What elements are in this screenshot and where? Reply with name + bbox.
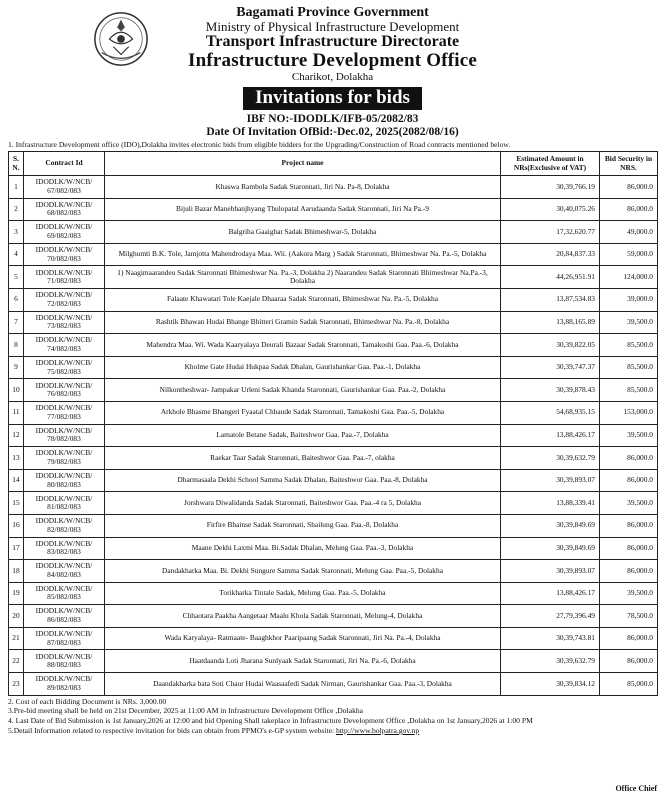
- directorate-name: Transport Infrastructure Directorate: [205, 33, 460, 50]
- cell-bid-security: 86,000.0: [600, 560, 658, 583]
- table-row: [9, 514, 658, 537]
- cell-contract-id: IDODLK/W/NCB/ 79/082/083: [24, 447, 105, 470]
- table-row: [9, 356, 658, 379]
- cell-bid-security: 86,000.0: [600, 650, 658, 673]
- cell-bid-security: 86,000.0: [600, 176, 658, 199]
- cell-sn: 8: [9, 334, 24, 357]
- table-row: [9, 266, 658, 289]
- cell-bid-security: 85,500.0: [600, 356, 658, 379]
- cell-contract-id: IDODLK/W/NCB/ 75/082/083: [24, 356, 105, 379]
- cell-estimated-amount: 30,39,849.69: [501, 537, 600, 560]
- cell-contract-id: IDODLK/W/NCB/ 85/082/083: [24, 582, 105, 605]
- cell-sn: 7: [9, 311, 24, 334]
- table-row: [9, 379, 658, 402]
- cell-project-name: Nilkontheshwar- Jampakar Urleni Sadak Khanda Staronnati, Gaurishankar Gaa. Paa.-2, Dolakha: [105, 379, 501, 402]
- cell-contract-id: IDODLK/W/NCB/ 81/082/083: [24, 492, 105, 515]
- cell-contract-id: IDODLK/W/NCB/ 72/082/083: [24, 288, 105, 311]
- cell-project-name: Lamatole Betane Sadak, Baiteshwor Gaa. Paa.-7, Dolakha: [105, 424, 501, 447]
- cell-sn: 6: [9, 288, 24, 311]
- egp-website-link[interactable]: http://www.bolpatra.gov.np: [335, 726, 420, 736]
- cell-contract-id: IDODLK/W/NCB/ 89/082/083: [24, 673, 105, 696]
- table-body: [9, 176, 658, 696]
- cell-contract-id: IDODLK/W/NCB/ 73/082/083: [24, 311, 105, 334]
- table-row: [9, 447, 658, 470]
- cell-bid-security: 86,000.0: [600, 514, 658, 537]
- cell-project-name: Haatdaanda Loti Jharana Sunlyaak Sadak Staronnati, Jiri Na. Pa.-6, Dolakha: [105, 650, 501, 673]
- cell-contract-id: IDODLK/W/NCB/ 69/082/083: [24, 221, 105, 244]
- cell-contract-id: IDODLK/W/NCB/ 86/082/083: [24, 605, 105, 628]
- table-row: [9, 198, 658, 221]
- table-row: [9, 560, 658, 583]
- cell-bid-security: 86,000.0: [600, 447, 658, 470]
- cell-estimated-amount: 27,79,396.49: [501, 605, 600, 628]
- cell-bid-security: 85,000.0: [600, 673, 658, 696]
- table-row: [9, 605, 658, 628]
- cell-bid-security: 49,000.0: [600, 221, 658, 244]
- cell-project-name: Mahendra Maa. Wi. Wada Kaaryalaya Deurali Bazaar Sadak Staronnati, Tamakoshi Gaa. Paa.-6, Dolakha: [105, 334, 501, 357]
- note-detail-info: [8, 726, 657, 736]
- cell-contract-id: IDODLK/W/NCB/ 88/082/083: [24, 650, 105, 673]
- cell-contract-id: IDODLK/W/NCB/ 77/082/083: [24, 401, 105, 424]
- cell-project-name: Balgriha Gaaighat Sadak Bhimeshwar-5, Dolakha: [105, 221, 501, 244]
- cell-project-name: Chhaotara Paakha Aangetaar Maalu Khola Sadak Staronnati, Melung-4, Dolakha: [105, 605, 501, 628]
- cell-sn: 21: [9, 627, 24, 650]
- cell-bid-security: 86,000.0: [600, 198, 658, 221]
- bids-table: [8, 151, 658, 696]
- cell-estimated-amount: 13,88,339.41: [501, 492, 600, 515]
- cell-contract-id: IDODLK/W/NCB/ 84/082/083: [24, 560, 105, 583]
- note-detail-text: 5.Detail Information related to respective invitation for bids can obtain from PPMO's e-GP system website:: [8, 726, 336, 736]
- cell-contract-id: IDODLK/W/NCB/ 74/082/083: [24, 334, 105, 357]
- cell-sn: 19: [9, 582, 24, 605]
- cell-sn: 23: [9, 673, 24, 696]
- cell-contract-id: IDODLK/W/NCB/ 80/082/083: [24, 469, 105, 492]
- cell-sn: 12: [9, 424, 24, 447]
- cell-estimated-amount: 30,39,834.12: [501, 673, 600, 696]
- cell-estimated-amount: 17,32,620.77: [501, 221, 600, 244]
- cell-contract-id: IDODLK/W/NCB/ 82/082/083: [24, 514, 105, 537]
- cell-sn: 1: [9, 176, 24, 199]
- intro-paragraph: 1. Infrastructure Development office (IDO),Dolakha invites electronic bids from eligible bidders for the Upgrading/Construction of Road contracts mentioned below.: [8, 140, 511, 149]
- ministry-name: Ministry of Physical Infrastructure Development: [205, 19, 460, 34]
- table-row: [9, 650, 658, 673]
- cell-sn: 16: [9, 514, 24, 537]
- signature-title: Office Chief: [615, 784, 657, 793]
- cell-project-name: Jorshwara Diwalidanda Sadak Staronnati, Baiteshwor Gaa. Paa.-4 ra 5, Dolakha: [105, 492, 501, 515]
- cell-project-name: Bijuli Bazar Manebhanjhyang Thulopatal Aarudaanda Sadak Staronnati, Jiri Na Pa.-9: [105, 198, 501, 221]
- cell-estimated-amount: 30,39,632.79: [501, 447, 600, 470]
- table-row: [9, 492, 658, 515]
- cell-estimated-amount: 30,39,849.69: [501, 514, 600, 537]
- cell-contract-id: IDODLK/W/NCB/ 68/082/083: [24, 198, 105, 221]
- cell-sn: 18: [9, 560, 24, 583]
- cell-estimated-amount: 13,88,165.89: [501, 311, 600, 334]
- cell-bid-security: 39,000.0: [600, 288, 658, 311]
- cell-estimated-amount: 30,39,766.19: [501, 176, 600, 199]
- cell-estimated-amount: 44,26,951.91: [501, 266, 600, 289]
- cell-bid-security: 39,500.0: [600, 311, 658, 334]
- cell-sn: 9: [9, 356, 24, 379]
- table-header-row: [9, 152, 658, 176]
- table-row: [9, 424, 658, 447]
- table-row: [9, 401, 658, 424]
- cell-sn: 17: [9, 537, 24, 560]
- cell-estimated-amount: 30,39,743.81: [501, 627, 600, 650]
- cell-sn: 22: [9, 650, 24, 673]
- cell-project-name: Firfire Bhainse Sadak Staronnati, Shailung Gaa. Paa.-8, Dolakha: [105, 514, 501, 537]
- table-row: [9, 176, 658, 199]
- cell-estimated-amount: 13,88,426.17: [501, 424, 600, 447]
- table-row: [9, 537, 658, 560]
- office-name: Infrastructure Development Office: [187, 50, 478, 71]
- cell-project-name: 1) Naagimaarandeu Sadak Staronnati Bhimeshwar Na. Pa.-3, Dolakha 2) Naarandeu Sadak Staronnati Bhimeshwar Na.Pa.-3, Dolakha: [105, 266, 501, 289]
- table-row: [9, 627, 658, 650]
- cell-sn: 20: [9, 605, 24, 628]
- cell-sn: 4: [9, 243, 24, 266]
- cell-project-name: Torikharka Tintale Sadak, Melung Gaa. Paa.-5, Dolakha: [105, 582, 501, 605]
- cell-sn: 5: [9, 266, 24, 289]
- table-row: [9, 673, 658, 696]
- header-bid-security: Bid Security in NRS.: [600, 152, 658, 176]
- table-row: [9, 243, 658, 266]
- cell-estimated-amount: 30,39,632.79: [501, 650, 600, 673]
- cell-project-name: Khaswa Rambola Sadak Staronnati, Jiri Na. Pa-8, Dolakha: [105, 176, 501, 199]
- cell-project-name: Rashtik Bhawan Hudai Bhange Bhitteri Gramin Sadak Staronnati, Bhimeshwar Na. Pa.-8, Dolakha: [105, 311, 501, 334]
- cell-sn: 10: [9, 379, 24, 402]
- cell-bid-security: 39,500.0: [600, 582, 658, 605]
- note-document-cost: 2. Cost of each Bidding Document is NRs. 3,000.00: [8, 696, 167, 706]
- cell-contract-id: IDODLK/W/NCB/ 87/082/083: [24, 627, 105, 650]
- page-title: Invitations for bids: [243, 87, 422, 110]
- cell-bid-security: 39,500.0: [600, 424, 658, 447]
- cell-bid-security: 86,000.0: [600, 469, 658, 492]
- cell-project-name: Arkhole Bhasme Bhangeri Fyaatal Chhaude Sadak Staronnati, Tamakoshi Gaa. Paa.-5, Dolakha: [105, 401, 501, 424]
- cell-sn: 2: [9, 198, 24, 221]
- cell-sn: 15: [9, 492, 24, 515]
- table-row: [9, 334, 658, 357]
- cell-bid-security: 124,000.0: [600, 266, 658, 289]
- cell-project-name: Dandakharka Maa. Bi. Dekhi Sungure Samma Sadak Staronnati, Melung Gaa. Paa.-5, Dolakha: [105, 560, 501, 583]
- cell-bid-security: 85,500.0: [600, 379, 658, 402]
- province-name: Bagamati Province Government: [236, 5, 429, 20]
- header-contract-id: Contract Id: [24, 152, 105, 176]
- cell-project-name: Milghumti B.K. Tole, Jamjotta Mahendrodaya Maa. Wii. (Aakora Marg ) Sadak Staronnati, Bhimeshwar Na. Pa.-5, Dolakha: [105, 243, 501, 266]
- header-project-name: Project name: [105, 152, 501, 176]
- cell-contract-id: IDODLK/W/NCB/ 71/082/083: [24, 266, 105, 289]
- cell-contract-id: IDODLK/W/NCB/ 78/082/083: [24, 424, 105, 447]
- cell-bid-security: 86,000.0: [600, 537, 658, 560]
- cell-estimated-amount: 30,39,893.07: [501, 469, 600, 492]
- office-location: Charikot, Dolakha: [291, 71, 374, 83]
- ifb-number: IBF NO:-IDODLK/IFB-05/2082/83: [246, 113, 419, 125]
- cell-estimated-amount: 13,87,534.83: [501, 288, 600, 311]
- cell-estimated-amount: 30,39,893.07: [501, 560, 600, 583]
- table-row: [9, 288, 658, 311]
- table-row: [9, 221, 658, 244]
- nepal-emblem-icon: [92, 10, 150, 68]
- note-submission-date: 4. Last Date of Bid Submission is 1st January,2026 at 12:00 and bid Opening Shall takeplace in Infrastructure Development Office ,Dolakha on 1st January,2026 at 1:00 PM: [8, 716, 533, 726]
- notes-section: [8, 697, 657, 736]
- invitation-date: Date Of Invitation OfBid:-Dec.02, 2025(2082/08/16): [206, 126, 459, 138]
- table-row: [9, 311, 658, 334]
- cell-estimated-amount: 30,39,747.37: [501, 356, 600, 379]
- cell-bid-security: 85,500.0: [600, 334, 658, 357]
- table-row: [9, 582, 658, 605]
- cell-project-name: Kholme Gate Hudai Hukpaa Sadak Dhalan, Gaurishankar Gaa. Paa.-1, Dolakha: [105, 356, 501, 379]
- cell-project-name: Maane Dekhi Laxmi Maa. Bi.Sadak Dhalan, Melung Gaa. Paa.-3, Dolakha: [105, 537, 501, 560]
- cell-bid-security: 86,000.0: [600, 627, 658, 650]
- cell-bid-security: 59,000.0: [600, 243, 658, 266]
- cell-sn: 13: [9, 447, 24, 470]
- cell-bid-security: 78,500.0: [600, 605, 658, 628]
- cell-contract-id: IDODLK/W/NCB/ 70/082/083: [24, 243, 105, 266]
- cell-sn: 3: [9, 221, 24, 244]
- note-prebid-meeting: 3.Pre-bid meeting shall be held on 21st December, 2025 at 11:00 AM in Infrastructure Development Office ,Dolakha: [8, 706, 364, 716]
- cell-estimated-amount: 30,39,878.43: [501, 379, 600, 402]
- cell-bid-security: 39,500.0: [600, 492, 658, 515]
- cell-sn: 14: [9, 469, 24, 492]
- cell-contract-id: IDODLK/W/NCB/ 67/082/083: [24, 176, 105, 199]
- cell-contract-id: IDODLK/W/NCB/ 83/082/083: [24, 537, 105, 560]
- cell-estimated-amount: 30,39,822.05: [501, 334, 600, 357]
- cell-estimated-amount: 54,68,935.15: [501, 401, 600, 424]
- header-sn: S. N.: [9, 152, 24, 176]
- cell-estimated-amount: 20,84,837.33: [501, 243, 600, 266]
- cell-project-name: Falaate Khawatari Tole Kaejale Dhaaraa Sadak Staronnati, Bhimeshwar Na. Pa.-5, Dolakha: [105, 288, 501, 311]
- cell-bid-security: 153,000.0: [600, 401, 658, 424]
- cell-estimated-amount: 13,88,426.17: [501, 582, 600, 605]
- cell-project-name: Daandakharka bata Soti Chaur Hudai Waasaafedi Sadak Nirman, Gaurishankar Gaa. Paa.-3, Dolakha: [105, 673, 501, 696]
- cell-contract-id: IDODLK/W/NCB/ 76/082/083: [24, 379, 105, 402]
- cell-estimated-amount: 30,40,075.26: [501, 198, 600, 221]
- cell-sn: 11: [9, 401, 24, 424]
- cell-project-name: Dharmasaala Dekhi School Samma Sadak Dhalan, Baiteshwor Gaa. Paa.-8, Dolakha: [105, 469, 501, 492]
- table-row: [9, 469, 658, 492]
- cell-project-name: Wada Karyalaya- Ratmaate- Baaghkhor Paaripaang Sadak Staronnati, Jiri Na. Pa.-4, Dolakha: [105, 627, 501, 650]
- header-estimated-amount: Estimated Amount in NRs(Exclusive of VAT): [501, 152, 600, 176]
- cell-project-name: Raekar Taar Sadak Staronnati, Baiteshwor Gaa. Paa.-7, olakha: [105, 447, 501, 470]
